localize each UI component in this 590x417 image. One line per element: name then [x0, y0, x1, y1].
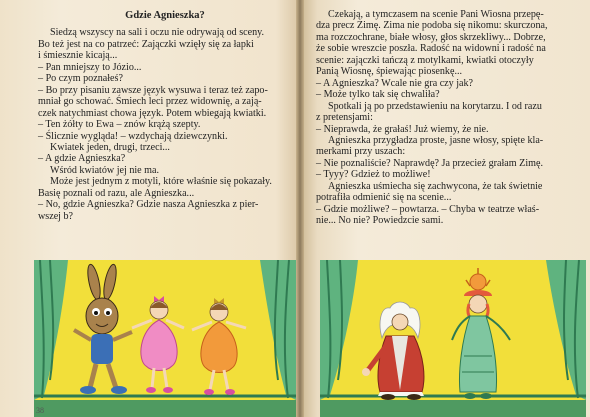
text-line: potrafiła odmienić się na scenie... [316, 192, 452, 204]
text-line: – Może tylko tak się chwaliła? [316, 89, 440, 101]
text-line: – Ten żółty to Ewa – znów krążą szepty. [38, 119, 201, 131]
page-number: 38 [36, 406, 44, 415]
text-line: – A gdzie Agnieszka? [38, 153, 126, 165]
text-line: wszej b? [38, 210, 74, 222]
text-line: Wśród kwiatów jej nie ma. [50, 164, 160, 176]
book-gutter [296, 0, 304, 417]
text-line: – No, gdzie Agnieszka? Gdzie nasza Agnieszka z pier- [38, 199, 259, 211]
text-line: dza precz Zimę. Zima nie podoba się nikomu: skurczona, [316, 20, 548, 32]
text-line: z pretensjami: [316, 112, 373, 124]
bunny-and-flowers-illustration [34, 260, 296, 417]
text-line: Siedzą wszyscy na sali i oczu nie odrywają od sceny. [50, 27, 265, 39]
text-line: – Bo przy pisaniu zawsze język wysuwa i teraz też zapo- [38, 84, 268, 96]
text-line: – Pan mniejszy to Józio... [38, 61, 142, 73]
right-page-text [316, 9, 578, 227]
text-line: że sobie wreszcie poszła. Radość na widowni i radość na [316, 43, 546, 55]
left-page-text [38, 10, 292, 222]
text-line: Panią Wiosnę, śpiewając piosenkę... [316, 66, 463, 78]
text-line: – Tyyy? Gdzież to możliwe! [316, 169, 431, 181]
text-line: – Nie poznaliście? Naprawdę? Ja przecież grałam Zimę. [316, 157, 543, 169]
text-line: Agnieszka przygładza proste, jasne włosy, spięte kla- [328, 134, 544, 146]
text-line: – Ślicznie wygląda! – wzdychają dziewczynki. [38, 130, 228, 142]
text-line: – Gdzie możliwe? – powtarza. – Chyba w teatrze właś- [316, 203, 540, 215]
text-line: Agnieszka uśmiecha się zachwycona, że tak świetnie [328, 180, 543, 192]
text-line: Spotkali ją po przedstawieniu na korytarzu. I od razu [328, 100, 542, 112]
text-line: Kwiatek jeden, drugi, trzeci... [50, 141, 170, 153]
text-line: Czekają, a tymczasem na scenie Pani Wiosna przepę- [328, 9, 544, 20]
text-line: scenie: zajączki tańczą z motylkami, kwiatki otoczyły [316, 54, 534, 66]
text-line: – A Agnieszka? Wcale nie gra czy jak? [316, 77, 474, 89]
text-line: mniał go schować. Śmiech leci przez widownię, a zają- [38, 96, 262, 108]
text-line: merkami przy uszach: [316, 146, 406, 158]
text-line: i śmiesznie kicają... [38, 50, 118, 62]
right-page [300, 0, 590, 417]
text-line: – Po czym poznałeś? [38, 73, 123, 85]
text-line: Basię poznali od razu, ale Agnieszka... [38, 187, 195, 199]
text-line: Bo też jest na co patrzeć: Zajączki wzięły się za łapki [38, 38, 254, 50]
text-line: Może jest jednym z motyli, które właśnie się pokazały. [50, 176, 272, 188]
chapter-title: Gdzie Agnieszka? [125, 10, 205, 21]
text-line: ma rozczochrane, białe włosy, głos skrzekliwy... Dobrze, [316, 31, 546, 43]
winter-and-spring-illustration [320, 260, 586, 417]
text-line: nie... No nie? Powiedzcie sami. [316, 215, 444, 227]
text-line: czek natychmiast chowa język. Potem wbiegają kwiatki. [38, 107, 267, 119]
text-line: – Nieprawda, że grałaś! Już wiemy, że nie. [316, 123, 489, 135]
